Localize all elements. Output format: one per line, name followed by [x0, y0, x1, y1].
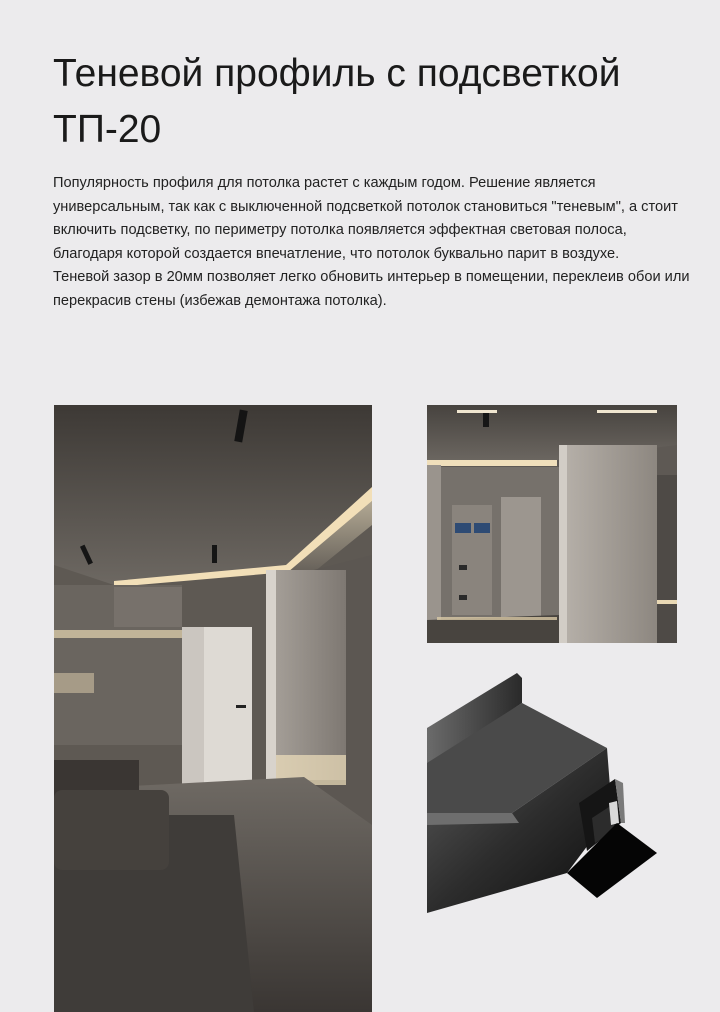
paragraph-1: Популярность профиля для потолка растет с каждым годом. Решение является универсальным, так как с выключенной подсветкой потолок становиться "теневым", а стоит включить подсветку, по периметру потолка появляется эффектная световая полоса, благодаря которой создается впечатление, что потолок буквально парит в воздухе. — [53, 175, 678, 262]
description — [53, 172, 693, 313]
corridor-photo — [427, 405, 677, 643]
profile-render — [427, 673, 677, 913]
interior-photo — [54, 405, 372, 1012]
title-line-2: ТП-20 — [53, 108, 162, 151]
paragraph-2: Теневой зазор в 20мм позволяет легко обновить интерьер в помещении, переклеив обои или перекрасив стены (избежав демонтажа потолка). — [53, 269, 690, 309]
page-title — [53, 46, 693, 158]
title-line-1: Теневой профиль с подсветкой — [53, 52, 621, 95]
